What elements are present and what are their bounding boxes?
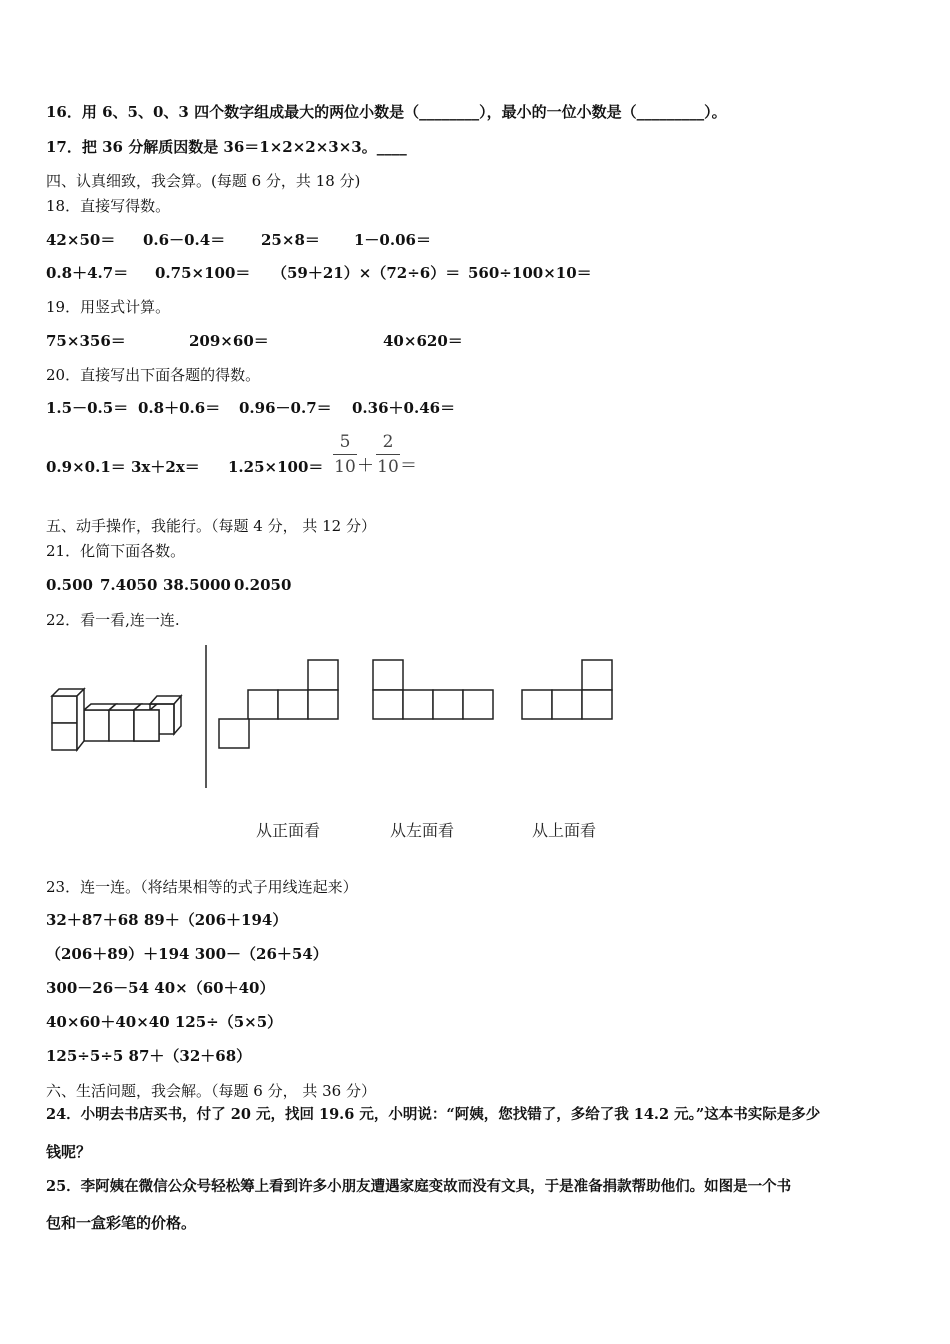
view-shape-2 [373,660,493,719]
view-shape-1 [219,660,338,748]
q22-figure [40,640,640,800]
q23-title: 23．连一连。（将结果相等的式子用线连起来） [46,878,358,896]
cube-face [134,710,159,741]
q19-title: 19．用竖式计算。 [46,298,171,316]
q21-title: 21．化简下面各数。 [46,542,186,560]
q23-row: 40×60＋40×40 125÷（5×5） [46,1013,283,1031]
q20-item: 1.5－0.5＝ [46,399,129,417]
q18-item: 0.6－0.4＝ [143,231,226,249]
fraction-denominator: 10 [334,457,356,477]
q19-item: 209×60＝ [189,332,269,350]
caption-left-view: 从左面看 [390,821,455,840]
q23-row: 32＋87＋68 89＋（206＋194） [46,911,288,929]
q18-item: （59＋21）×（72÷6）＝ [272,264,461,282]
fraction-bar [376,454,400,455]
q18-title: 18．直接写得数。 [46,197,171,215]
q20-item: 0.9×0.1＝ [46,458,126,476]
fraction-numerator: 5 [339,432,351,452]
q24-line2: 钱呢？ [46,1143,92,1161]
fraction-denominator: 10 [377,457,399,477]
cube-face [84,710,109,741]
q19-item: 75×356＝ [46,332,126,350]
q18-item: 560÷100×10＝ [468,264,592,282]
caption-front-view: 从正面看 [256,821,321,840]
q17-text: 17．把 36 分解质因数是 36＝1×2×2×3×3。____ [46,138,407,156]
q20-item: 1.25×100＝ [228,458,324,476]
q20-item: 0.36＋0.46＝ [352,399,456,417]
cube-side [174,696,181,734]
section-6-title: 六、生活问题，我会解。（每题 6 分， 共 36 分） [46,1082,376,1100]
cube-solid [52,689,181,750]
q23-row: 125÷5÷5 87＋（32＋68） [46,1047,252,1065]
caption-top-view: 从上面看 [532,821,597,840]
q23-row: 300－26－54 40×（60＋40） [46,979,275,997]
fraction-equals: ＝ [400,456,417,476]
q18-item: 0.8＋4.7＝ [46,264,129,282]
fraction-bar [333,454,357,455]
fraction-plus: ＋ [357,456,374,476]
q16-text: 16．用 6、5、0、3 四个数字组成最大的两位小数是（________），最小的一位小数是（_________）。 [46,103,727,121]
q18-item: 1－0.06＝ [354,231,431,249]
q20-title: 20．直接写出下面各题的得数。 [46,366,261,384]
q18-item: 25×8＝ [261,231,320,249]
cube-face [52,696,77,723]
section-4-title: 四、认真细致，我会算。(每题 6 分，共 18 分) [46,172,361,190]
q23-row: （206＋89）＋194 300－（26＋54） [46,945,328,963]
fraction-5-10 [333,431,357,478]
q20-item: 3x＋2x＝ [131,458,200,476]
q22-title: 22．看一看,连一连. [46,611,180,629]
q20-item: 0.96－0.7＝ [239,399,332,417]
fraction-numerator: 2 [382,432,394,452]
cube-face [52,723,77,750]
q21-value: 38.5000 [163,576,231,594]
q19-item: 40×620＝ [383,332,463,350]
view-shape-3 [522,660,612,719]
q25-line1: 25．李阿姨在微信公众号轻松筹上看到许多小朋友遭遇家庭变故而没有文具，于是准备捐款帮助他们。如图是一个书 [46,1178,792,1195]
q21-value: 0.2050 [234,576,292,594]
q24-line1: 24．小明去书店买书，付了 20 元，找回 19.6 元，小明说：“阿姨，您找错了，多给了我 14.2 元。”这本书实际是多少 [46,1106,821,1123]
cube-face [109,710,134,741]
q25-line2: 包和一盒彩笔的价格。 [46,1214,197,1232]
q21-value: 7.4050 [100,576,158,594]
fraction-2-10 [376,431,400,478]
cube-side [77,689,84,750]
q18-item: 0.75×100＝ [155,264,251,282]
q21-value: 0.500 [46,576,93,594]
q18-item: 42×50＝ [46,231,116,249]
q20-item: 0.8＋0.6＝ [138,399,221,417]
section-5-title: 五、动手操作，我能行。（每题 4 分， 共 12 分） [46,517,376,535]
